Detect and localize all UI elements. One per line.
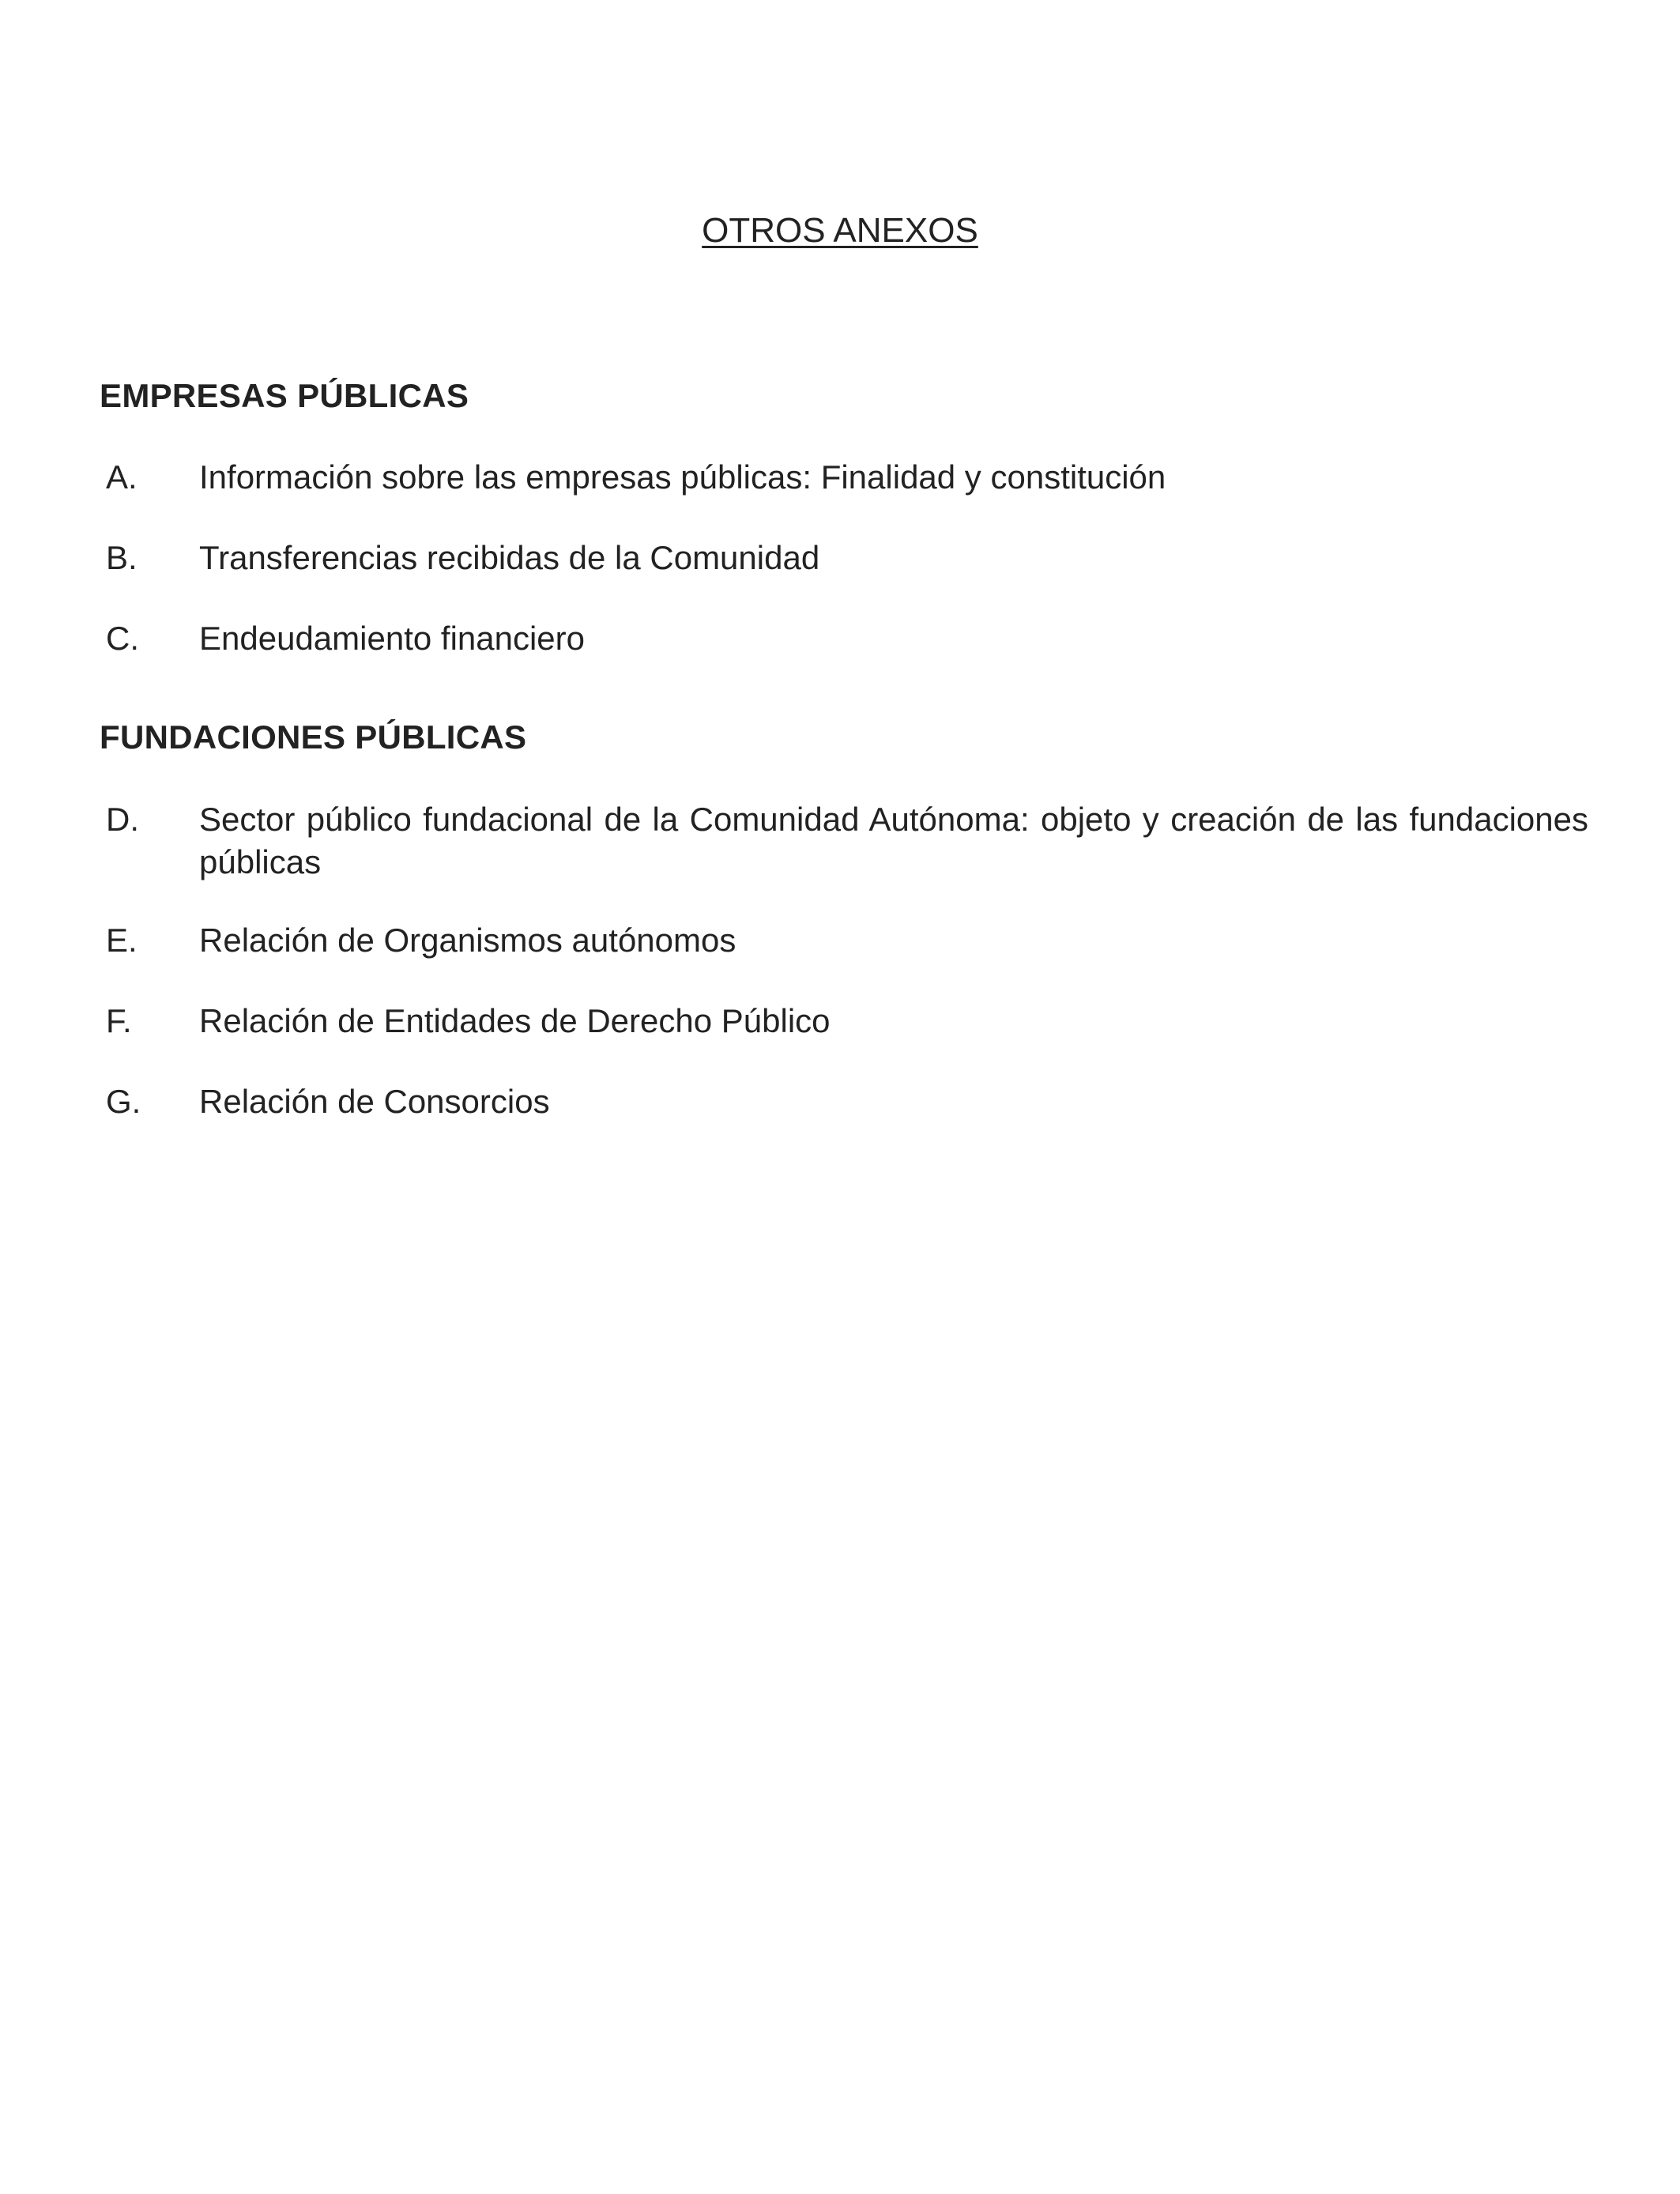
document-title: OTROS ANEXOS <box>702 211 978 250</box>
section-heading-fundaciones: FUNDACIONES PÚBLICAS <box>100 718 527 756</box>
item-text: Relación de Consorcios <box>199 1083 550 1120</box>
item-text: Transferencias recibidas de la Comunidad <box>199 539 820 576</box>
item-letter: E. <box>106 922 137 959</box>
item-letter: B. <box>106 539 137 576</box>
item-letter: G. <box>106 1083 141 1120</box>
list-item <box>106 798 1588 884</box>
item-letter: D. <box>106 801 139 838</box>
item-letter: A. <box>106 458 137 496</box>
section-heading-empresas: EMPRESAS PÚBLICAS <box>100 377 469 414</box>
item-letter: F. <box>106 1002 132 1039</box>
item-text: Información sobre las empresas públicas: Finalidad y constitución <box>199 458 1166 496</box>
item-text: Relación de Entidades de Derecho Público <box>199 1002 831 1039</box>
item-text: Relación de Organismos autónomos <box>199 922 736 959</box>
item-text: Sector público fundacional de la Comunidad Autónoma: objeto y creación de las fundaciones públicas <box>199 801 1588 880</box>
item-text: Endeudamiento financiero <box>199 620 586 657</box>
item-letter: C. <box>106 620 139 657</box>
